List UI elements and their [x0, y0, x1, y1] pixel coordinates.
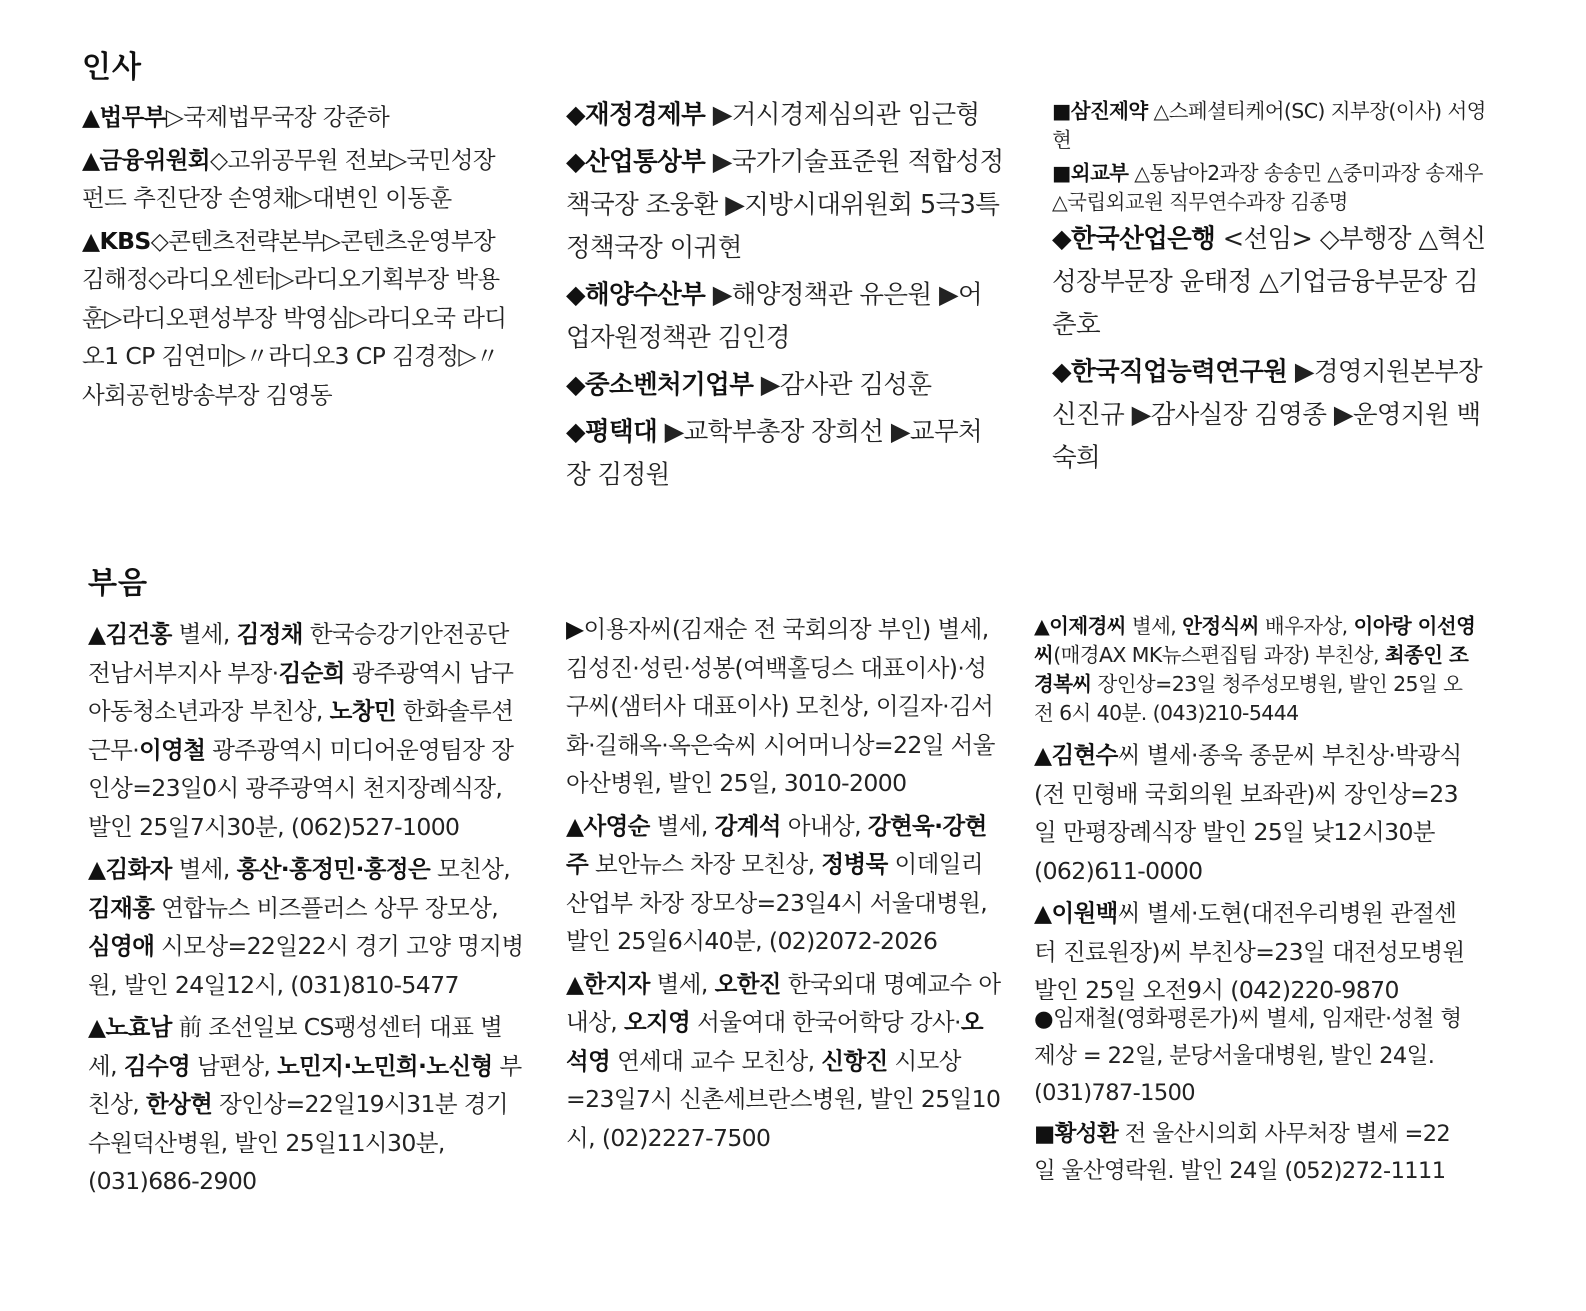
entry	[566, 610, 1002, 803]
entry-name: 중소벤처기업부	[585, 370, 754, 400]
entry	[566, 364, 1006, 407]
entry-bullet: ◆	[566, 100, 586, 130]
entry	[82, 222, 507, 415]
bueum-column-3-middle	[1034, 736, 1472, 1014]
entry-text: △스페셜티케어(SC) 지부장(이사) 서영현	[1052, 99, 1486, 152]
entry-bullet: ●	[1034, 1006, 1054, 1032]
entry-text: 시모상=22일22시 경기 고양 명지병원, 발인 24일12시, (031)810-5477	[88, 932, 524, 999]
entry-text: 서울여대 한국어학당 강사·	[690, 1008, 961, 1036]
entry	[88, 1008, 524, 1201]
entry-bullet: ▲	[566, 811, 584, 840]
entry-name: 노창민	[329, 697, 396, 725]
entry-text: 한국승강기안전공단 전남서부지사 부장·	[88, 620, 509, 687]
entry-name: 강현욱·강현주	[566, 811, 987, 878]
entry-name: 홍산·홍정민·홍정은	[236, 855, 431, 883]
entry-name: 한국산업은행	[1071, 224, 1216, 254]
entry-name: 황성환	[1054, 1121, 1119, 1147]
entry-text: ▶국가기술표준원 적합성정책국장 조웅환 ▶지방시대위원회 5극3특정책국장 이귀현	[566, 147, 1004, 263]
entry-name: 최종인 조경복씨	[1034, 643, 1469, 696]
entry-text: ▶감사관 김성훈	[753, 370, 932, 400]
entry-text: 장인상=23일 청주성모병원, 발인 25일 오전 6시 40분. (043)210-5444	[1034, 672, 1463, 725]
entry-text: ▶해양정책관 유은원 ▶어업자원정책관 김인경	[566, 280, 983, 353]
entry-bullet: ▲	[82, 226, 100, 255]
entry-bullet: ▲	[82, 103, 100, 131]
entry	[1052, 97, 1500, 155]
entry	[82, 141, 507, 218]
entry	[1052, 159, 1500, 217]
insa-column-3-upper	[1052, 97, 1500, 221]
entry-name: 김순희	[278, 658, 345, 687]
entry-bullet: ▲	[88, 855, 106, 883]
entry-name: 노민지·노민희·노신형	[277, 1051, 493, 1080]
bueum-column-1	[88, 615, 524, 1205]
entry-text: 아내상,	[780, 811, 868, 840]
entry	[566, 807, 1002, 961]
entry	[1052, 218, 1492, 347]
entry	[566, 411, 1006, 497]
entry-name: 산업통상부	[585, 147, 706, 177]
entry-text: 연합뉴스 비즈플러스 상무 장모상,	[154, 893, 499, 922]
bueum-column-3-lower	[1034, 1001, 1466, 1194]
entry-name: 삼진제약	[1070, 99, 1148, 123]
entry-name: 이영철	[139, 735, 206, 764]
entry-name: 김화자	[105, 855, 172, 883]
entry	[88, 615, 524, 846]
entry-name: 외교부	[1070, 161, 1129, 185]
entry-text: ▷국제법무국장 강준하	[165, 103, 390, 131]
entry-text: 배우자상,	[1258, 614, 1354, 638]
entry-bullet: ◆	[566, 417, 586, 447]
entry-text: 이데일리 산업부 차장 장모상=23일4시 서울대병원, 발인 25일6시40분, (02)2072-2026	[566, 850, 988, 955]
entry-text: 별세,	[171, 855, 237, 883]
entry	[566, 141, 1006, 270]
bueum-column-2	[566, 610, 1002, 1161]
entry-name: 김현수	[1051, 741, 1118, 769]
entry-name: 한국직업능력연구원	[1071, 357, 1288, 387]
entry-text: ▶교학부총장 장희선 ▶교무처장 김정원	[566, 417, 983, 490]
entry-name: 사영순	[583, 811, 650, 840]
entry-text: 별세,	[649, 811, 715, 840]
entry-text: 임재철(영화평론가)씨 별세, 임재란·성철 형제상 = 22일, 분당서울대병원, 발인 24일. (031)787-1500	[1034, 1006, 1462, 1106]
entry-name: 신항진	[821, 1046, 888, 1075]
entry-bullet: ■	[1052, 161, 1071, 185]
entry	[88, 850, 524, 1004]
section-title-insa: 인사	[82, 50, 142, 85]
entry-bullet: ◆	[566, 370, 586, 400]
entry-text: (매경AX MK뉴스편집팀 과장) 부친상,	[1053, 643, 1385, 667]
entry-bullet: ◆	[566, 280, 586, 310]
section-title-bueum: 부음	[88, 566, 148, 601]
entry-text: 모친상,	[430, 855, 511, 883]
entry-text: 별세,	[649, 969, 715, 998]
entry-name: 노효남	[105, 1013, 172, 1041]
entry-name: 이원백	[1051, 899, 1118, 927]
entry-name: 김건홍	[105, 620, 172, 648]
entry-text: 한화솔루션 근무·	[88, 697, 514, 764]
entry	[1034, 736, 1472, 890]
entry-text: 광주광역시 남구 아동청소년과장 부친상,	[88, 658, 514, 725]
entry-text: 前 조선일보 CS팽성센터 대표 별세,	[88, 1013, 503, 1080]
entry-text: ▶거시경제심의관 임근형	[705, 100, 980, 130]
entry-name: 법무부	[99, 103, 166, 131]
entry-name: 이아랑 이선영씨	[1034, 614, 1476, 667]
entry-name: 심영애	[88, 932, 155, 960]
insa-column-1	[82, 98, 507, 418]
entry-text: 부친상,	[88, 1051, 522, 1118]
entry-name: 정병묵	[821, 850, 888, 878]
entry-text: ▶경영지원본부장 신진규 ▶감사실장 김영종 ▶운영지원 백숙희	[1052, 357, 1483, 473]
entry-bullet: ▶	[566, 615, 584, 643]
entry-name: 김재홍	[88, 893, 155, 922]
insa-column-3-lower	[1052, 218, 1492, 484]
entry-bullet: ▲	[82, 145, 100, 174]
entry-bullet: ◆	[566, 147, 586, 177]
entry-bullet: ▲	[1034, 614, 1050, 638]
insa-column-2	[566, 94, 1006, 501]
entry-text: 한국외대 명예교수 아내상,	[566, 969, 1001, 1036]
entry-bullet: ■	[1052, 99, 1071, 123]
entry-text: 별세,	[171, 620, 237, 648]
entry-text: 씨 별세·종욱 종문씨 부친상·박광식(전 민형배 국회의원 보좌관)씨 장인상=23일 만평장례식장 발인 25일 낮12시30분 (062)611-0000	[1034, 741, 1462, 885]
entry	[566, 274, 1006, 360]
entry-text: 이용자씨(김재순 전 국회의장 부인) 별세, 김성진·성린·성봉(여백홀딩스 대표이사)·성구씨(샘터사 대표이사) 모친상, 이길자·김서화·길해옥·옥은숙씨 시어머니상=22일 서울아산병원, 발인 25일, 3010-2000	[566, 615, 995, 797]
entry	[566, 94, 1006, 137]
entry	[1034, 612, 1480, 728]
entry	[1034, 894, 1472, 1010]
entry-text: 씨 별세·도현(대전우리병원 관절센터 진료원장)씨 부친상=23일 대전성모병원 발인 25일 오전9시 (042)220-9870	[1034, 899, 1465, 1004]
entry-name: 평택대	[585, 417, 658, 447]
entry-name: 강계석	[714, 811, 781, 840]
entry-text: 전 울산시의회 사무처장 별세 =22일 울산영락원. 발인 24일 (052)272-1111	[1034, 1121, 1451, 1184]
entry-text: 별세,	[1125, 614, 1183, 638]
entry-name: 김수영	[123, 1051, 191, 1080]
entry-text: △동남아2과장 송송민 △중미과장 송재우 △국립외교원 직무연수과장 김종명	[1052, 161, 1483, 214]
entry-name: 김정채	[236, 620, 303, 648]
bueum-column-3-upper	[1034, 612, 1480, 732]
entry-bullet: ▲	[1034, 899, 1052, 927]
entry-text: 보안뉴스 차장 모친상,	[588, 850, 822, 878]
entry-text: ◇콘텐츠전략본부▷콘텐츠운영부장 김해정◇라디오센터▷라디오기획부장 박용훈▷라디오편성부장 박영심▷라디오국 라디오1 CP 김연미▷〃라디오3 CP 김경정▷〃사회공헌방송부장 김영동	[82, 226, 507, 409]
entry-text: 연세대 교수 모친상,	[610, 1046, 822, 1075]
entry	[1034, 1116, 1466, 1190]
entry-bullet: ▲	[566, 969, 584, 998]
entry	[1034, 1001, 1466, 1112]
entry-text: <선임> ◇부행장 △혁신성장부문장 윤태정 △기업금융부문장 김춘호	[1052, 224, 1486, 340]
entry-name: KBS	[99, 226, 151, 255]
entry-name: 한상현	[145, 1090, 213, 1118]
entry-name: 해양수산부	[585, 280, 706, 310]
entry-name: 안정식씨	[1182, 614, 1259, 638]
entry-bullet: ◆	[1052, 224, 1072, 254]
entry-bullet: ▲	[88, 1013, 106, 1041]
entry-text: ◇고위공무원 전보▷국민성장펀드 추진단장 손영채▷대변인 이동훈	[82, 145, 495, 212]
entry-bullet: ◆	[1052, 357, 1072, 387]
entry	[1052, 351, 1492, 480]
entry	[82, 98, 507, 137]
entry-name: 금융위원회	[99, 145, 210, 174]
entry-name: 오석영	[566, 1008, 983, 1075]
entry-text: 남편상,	[190, 1051, 278, 1080]
entry-bullet: ▲	[88, 620, 106, 648]
entry-name: 오한진	[714, 969, 781, 998]
entry-name: 이제경씨	[1049, 614, 1126, 638]
entry-name: 한지자	[583, 969, 650, 998]
entry-bullet: ▲	[1034, 741, 1052, 769]
entry	[566, 965, 1002, 1158]
entry-name: 오지영	[623, 1008, 691, 1036]
entry-text: 장인상=22일19시31분 경기 수원덕산병원, 발인 25일11시30분, (031)686-2900	[88, 1090, 509, 1195]
entry-text: 시모상=23일7시 신촌세브란스병원, 발인 25일10시, (02)2227-7500	[566, 1046, 1001, 1152]
entry-bullet: ■	[1034, 1121, 1055, 1147]
entry-text: 광주광역시 미디어운영팀장 장인상=23일0시 광주광역시 천지장례식장, 발인 25일7시30분, (062)527-1000	[88, 735, 514, 841]
entry-name: 재정경제부	[585, 100, 706, 130]
